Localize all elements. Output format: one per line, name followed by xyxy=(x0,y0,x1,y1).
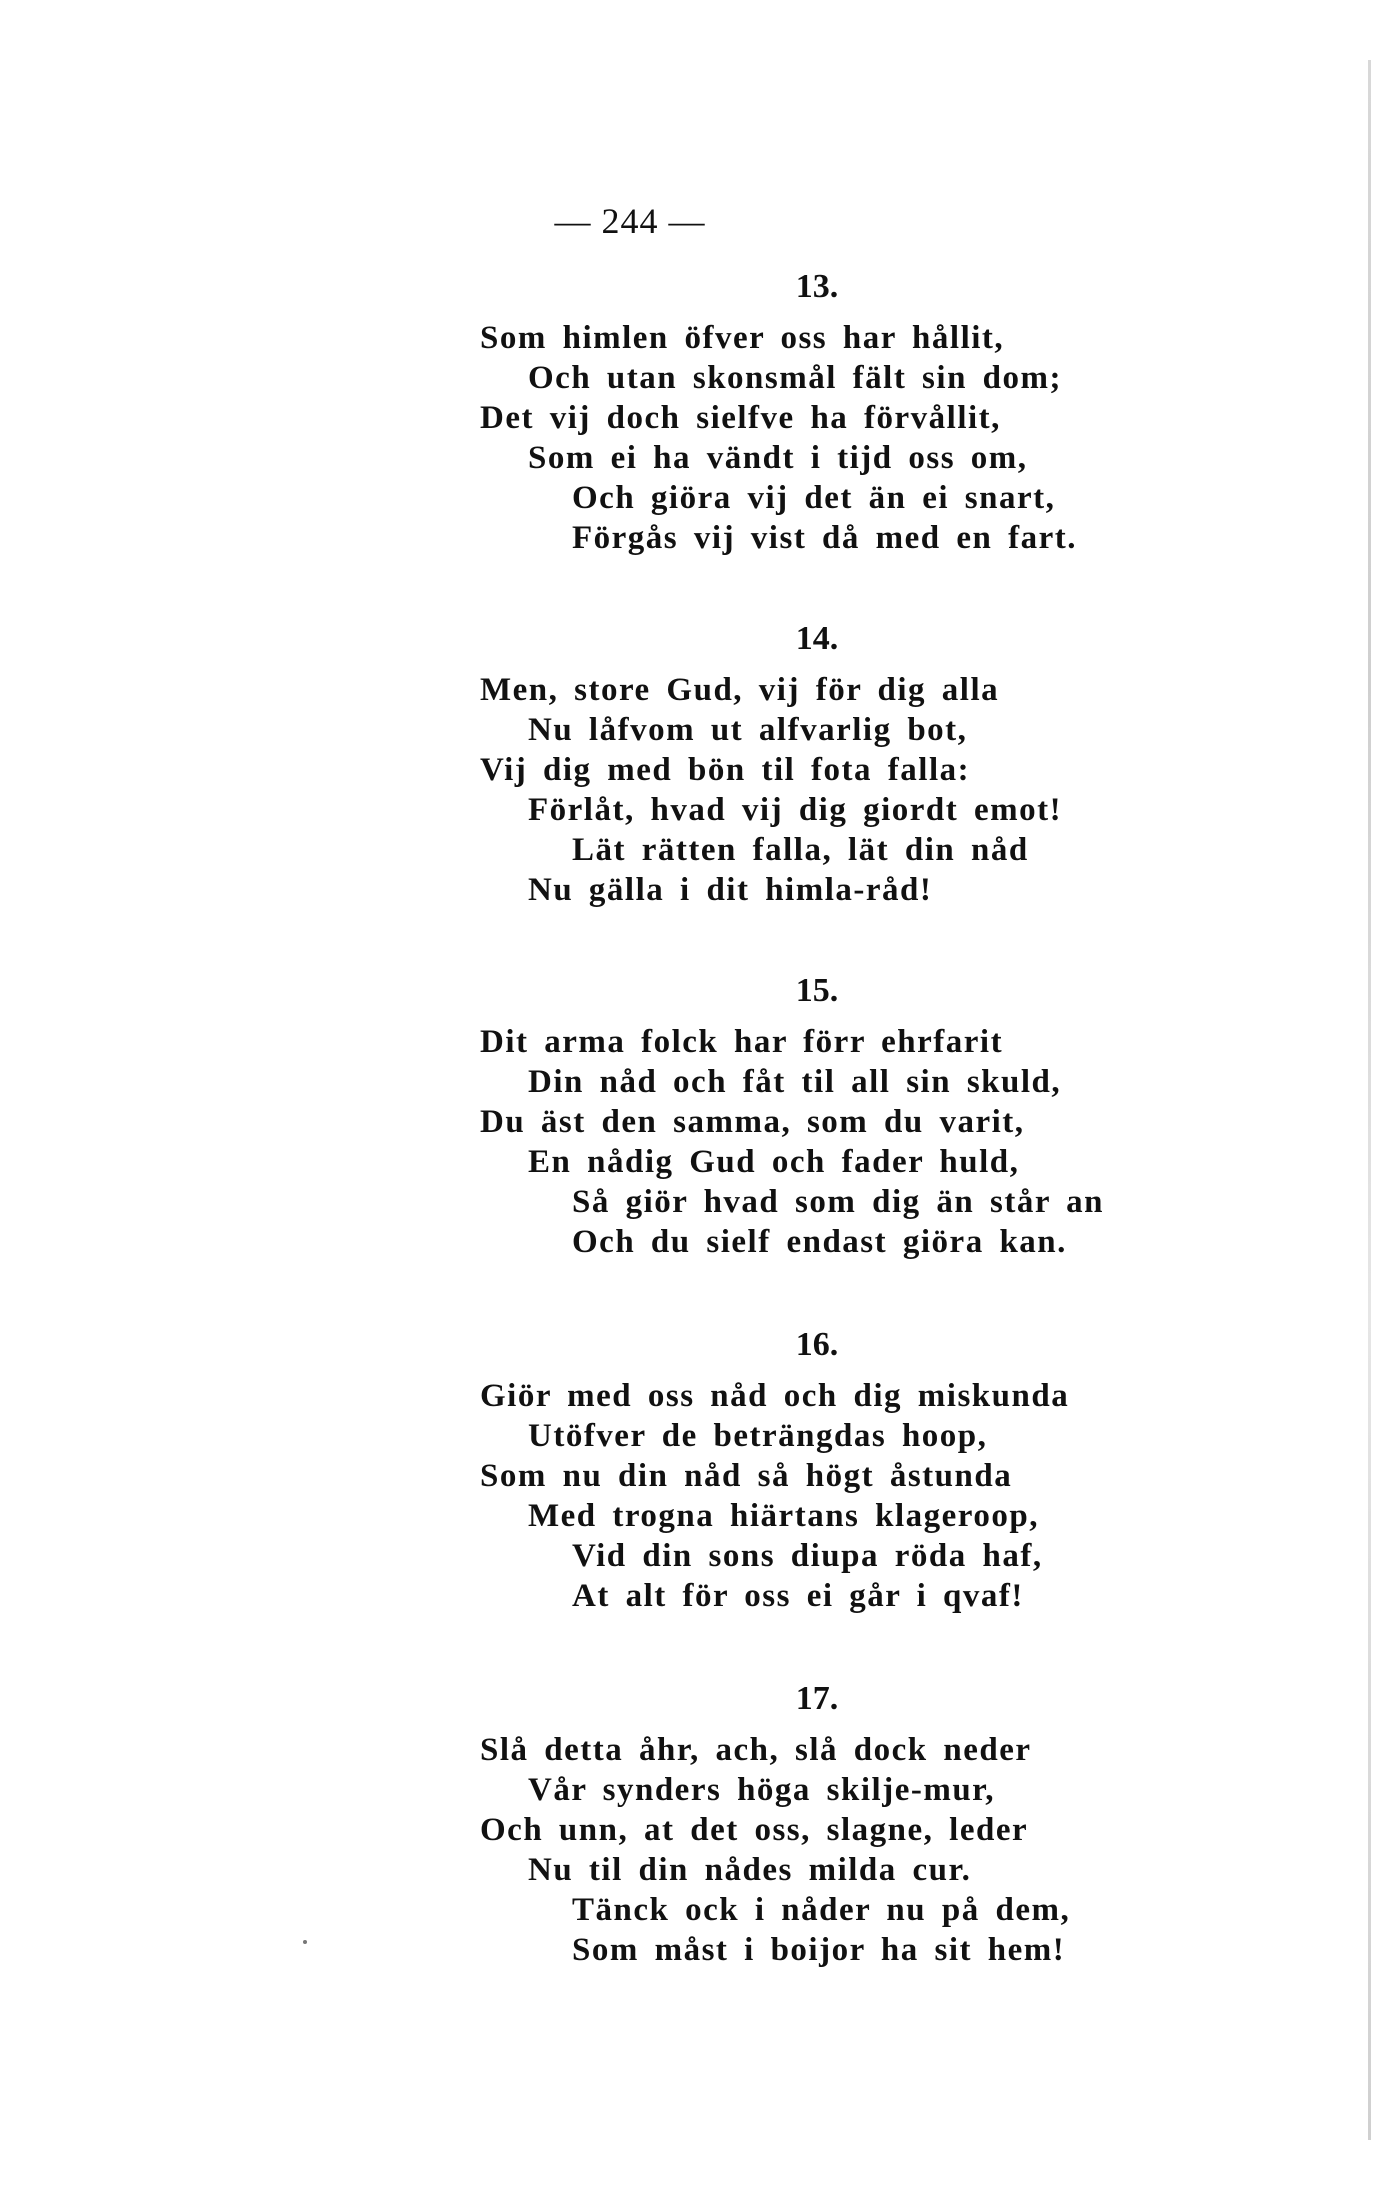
stanza-number: 17. xyxy=(795,1680,839,1717)
verse-line: At alt för oss ei går i qvaf! xyxy=(572,1578,1024,1614)
scan-speck xyxy=(303,1940,307,1944)
verse-line: Och du sielf endast giöra kan. xyxy=(572,1224,1067,1260)
verse-line: Så giör hvad som dig än står an xyxy=(572,1184,1104,1220)
stanza-number: 13. xyxy=(795,268,839,305)
verse-line: Din nåd och fåt til all sin skuld, xyxy=(528,1064,1062,1100)
stanza-number: 15. xyxy=(795,972,839,1009)
verse-line: Men, store Gud, vij för dig alla xyxy=(480,672,1000,708)
scan-edge-line xyxy=(1368,60,1371,2140)
verse-line: Utöfver de beträngdas hoop, xyxy=(528,1418,988,1454)
verse-line: Som himlen öfver oss har hållit, xyxy=(480,320,1005,356)
verse-line: Som ei ha vändt i tijd oss om, xyxy=(528,440,1028,476)
verse-line: Vij dig med bön til fota falla: xyxy=(480,752,971,788)
verse-line: Lät rätten falla, lät din nåd xyxy=(572,832,1029,868)
verse-line: Nu låfvom ut alfvarlig bot, xyxy=(528,712,968,748)
verse-line: Vår synders höga skilje-mur, xyxy=(528,1772,996,1808)
stanza-number: 14. xyxy=(795,620,839,657)
verse-line: En nådig Gud och fader huld, xyxy=(528,1144,1020,1180)
verse-line: Du äst den samma, som du varit, xyxy=(480,1104,1025,1140)
page-number: — 244 — xyxy=(554,201,706,241)
verse-line: Det vij doch sielfve ha förvållit, xyxy=(480,400,1001,436)
stanza-number: 16. xyxy=(795,1326,839,1363)
verse-line: Och giöra vij det än ei snart, xyxy=(572,480,1056,516)
verse-line: Som nu din nåd så högt åstunda xyxy=(480,1458,1013,1494)
verse-line: Giör med oss nåd och dig miskunda xyxy=(480,1378,1070,1414)
verse-line: Förgås vij vist då med en fart. xyxy=(572,520,1078,556)
verse-line: Och utan skonsmål fält sin dom; xyxy=(528,360,1063,396)
verse-line: Nu gälla i dit himla-råd! xyxy=(528,872,933,908)
verse-line: Slå detta åhr, ach, slå dock neder xyxy=(480,1732,1032,1768)
verse-line: Som måst i boijor ha sit hem! xyxy=(572,1932,1066,1968)
verse-line: Förlåt, hvad vij dig giordt emot! xyxy=(528,792,1063,828)
verse-line: Dit arma folck har förr ehrfarit xyxy=(480,1024,1004,1060)
verse-line: Nu til din nådes milda cur. xyxy=(528,1852,972,1888)
verse-line: Vid din sons diupa röda haf, xyxy=(572,1538,1043,1574)
verse-line: Och unn, at det oss, slagne, leder xyxy=(480,1812,1029,1848)
verse-line: Tänck ock i nåder nu på dem, xyxy=(572,1892,1071,1928)
verse-line: Med trogna hiärtans klageroop, xyxy=(528,1498,1039,1534)
